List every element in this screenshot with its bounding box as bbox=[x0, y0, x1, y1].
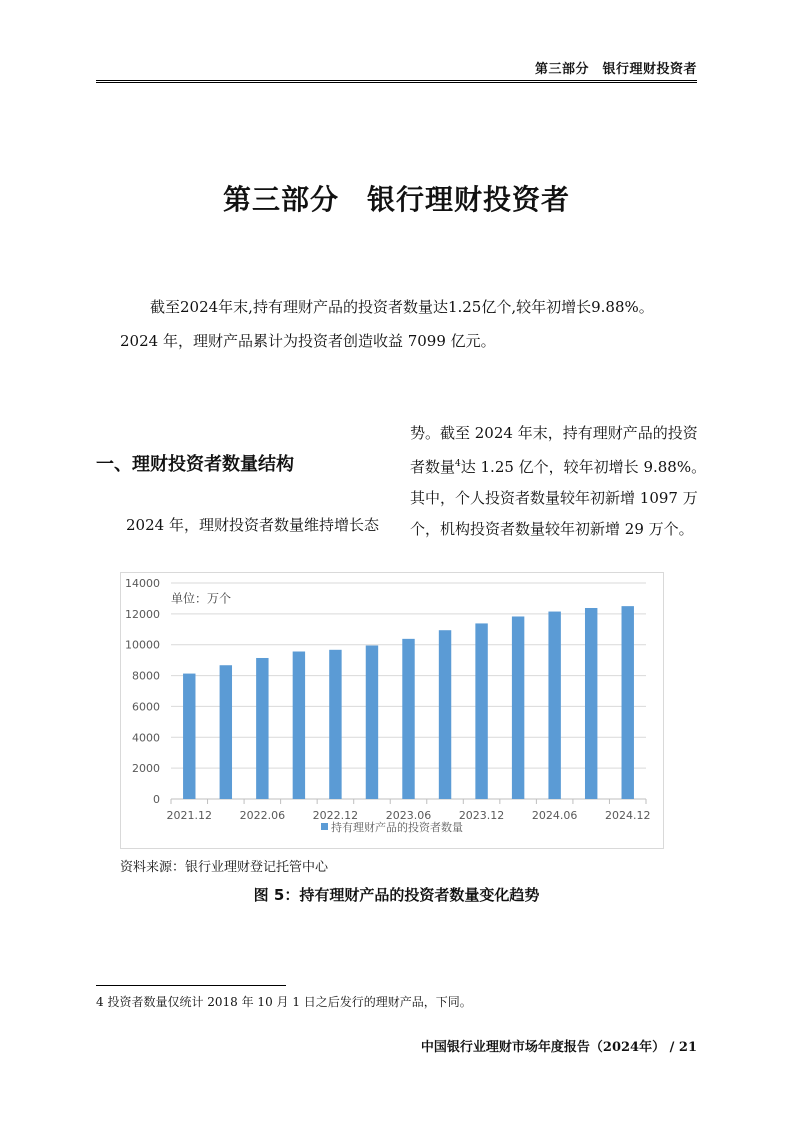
bar bbox=[548, 612, 560, 799]
x-tick-label: 2023.12 bbox=[458, 809, 505, 822]
bar bbox=[402, 639, 414, 799]
title-name: 银行理财投资者 bbox=[367, 183, 571, 216]
bar bbox=[439, 630, 451, 799]
bar bbox=[183, 674, 195, 799]
header-rule-secondary bbox=[96, 82, 697, 83]
summary-line-2: 2024 年，理财产品累计为投资者创造收益 7099 亿元。 bbox=[120, 332, 496, 350]
x-tick-label: 2024.12 bbox=[604, 809, 651, 822]
page-title bbox=[0, 178, 793, 218]
bar bbox=[329, 650, 341, 799]
y-tick-label: 4000 bbox=[132, 731, 160, 745]
section-left-text: 2024 年，理财投资者数量维持增长态 bbox=[126, 516, 379, 534]
summary-line-1: 截至2024年末,持有理财产品的投资者数量达1.25亿个,较年初增长9.88%。 bbox=[150, 298, 654, 316]
right-line-4: 个，机构投资者数量较年初新增 29 万个。 bbox=[410, 520, 694, 538]
legend-swatch bbox=[321, 823, 328, 830]
figure-caption: 图 5：持有理财产品的投资者数量变化趋势 bbox=[253, 886, 540, 904]
investor-count-chart bbox=[121, 573, 663, 848]
bar bbox=[256, 658, 268, 799]
footnote: 4 投资者数量仅统计 2018 年 10 月 1 日之后发行的理财产品，下同。 bbox=[96, 995, 472, 1009]
x-tick-label: 2021.12 bbox=[166, 809, 213, 822]
y-tick-label: 0 bbox=[153, 793, 160, 806]
header-rule bbox=[96, 80, 697, 81]
section-heading: 一、理财投资者数量结构 bbox=[96, 454, 294, 475]
title-part: 第三部分 bbox=[222, 183, 339, 216]
x-tick-label: 2022.12 bbox=[312, 809, 359, 822]
x-tick-label: 2023.06 bbox=[385, 809, 432, 822]
y-tick-label: 8000 bbox=[132, 669, 160, 683]
legend-label: 持有理财产品的投资者数量 bbox=[331, 821, 463, 834]
chart-source: 资料来源：银行业理财登记托管中心 bbox=[120, 860, 329, 875]
chart-container bbox=[120, 572, 664, 849]
y-tick-label: 14000 bbox=[125, 577, 160, 590]
bar bbox=[475, 623, 487, 799]
summary-block bbox=[120, 290, 696, 358]
bar bbox=[622, 606, 634, 799]
bar bbox=[512, 616, 524, 799]
y-tick-label: 2000 bbox=[132, 762, 160, 776]
bar bbox=[293, 652, 305, 799]
right-line-2: 者数量$^4$达 1.25 亿个，较年初增长 9.88%。 bbox=[410, 458, 707, 476]
right-line-1: 势。截至 2024 年末，持有理财产品的投资 bbox=[410, 424, 698, 442]
footnote-rule bbox=[96, 985, 286, 986]
y-tick-label: 12000 bbox=[125, 607, 160, 621]
page-footer: 中国银行业理财市场年度报告（2024年） / 21 bbox=[420, 1040, 697, 1055]
running-header: 第三部分 银行理财投资者 bbox=[534, 62, 697, 77]
unit-label: 单位：万个 bbox=[171, 591, 232, 606]
footnote-mark[interactable]: 4 bbox=[455, 459, 461, 469]
x-tick-label: 2024.06 bbox=[531, 809, 578, 822]
page-number: 21 bbox=[678, 1040, 697, 1055]
bar bbox=[585, 608, 597, 799]
footer-report: 中国银行业理财市场年度报告（2024年） bbox=[420, 1040, 666, 1055]
bar bbox=[366, 645, 378, 799]
section-right-column bbox=[410, 418, 707, 545]
y-tick-label: 6000 bbox=[132, 700, 160, 714]
y-tick-label: 10000 bbox=[125, 638, 160, 652]
right-line-3: 其中，个人投资者数量较年初新增 1097 万 bbox=[410, 489, 698, 507]
bar bbox=[220, 665, 232, 799]
x-tick-label: 2022.06 bbox=[239, 809, 286, 822]
